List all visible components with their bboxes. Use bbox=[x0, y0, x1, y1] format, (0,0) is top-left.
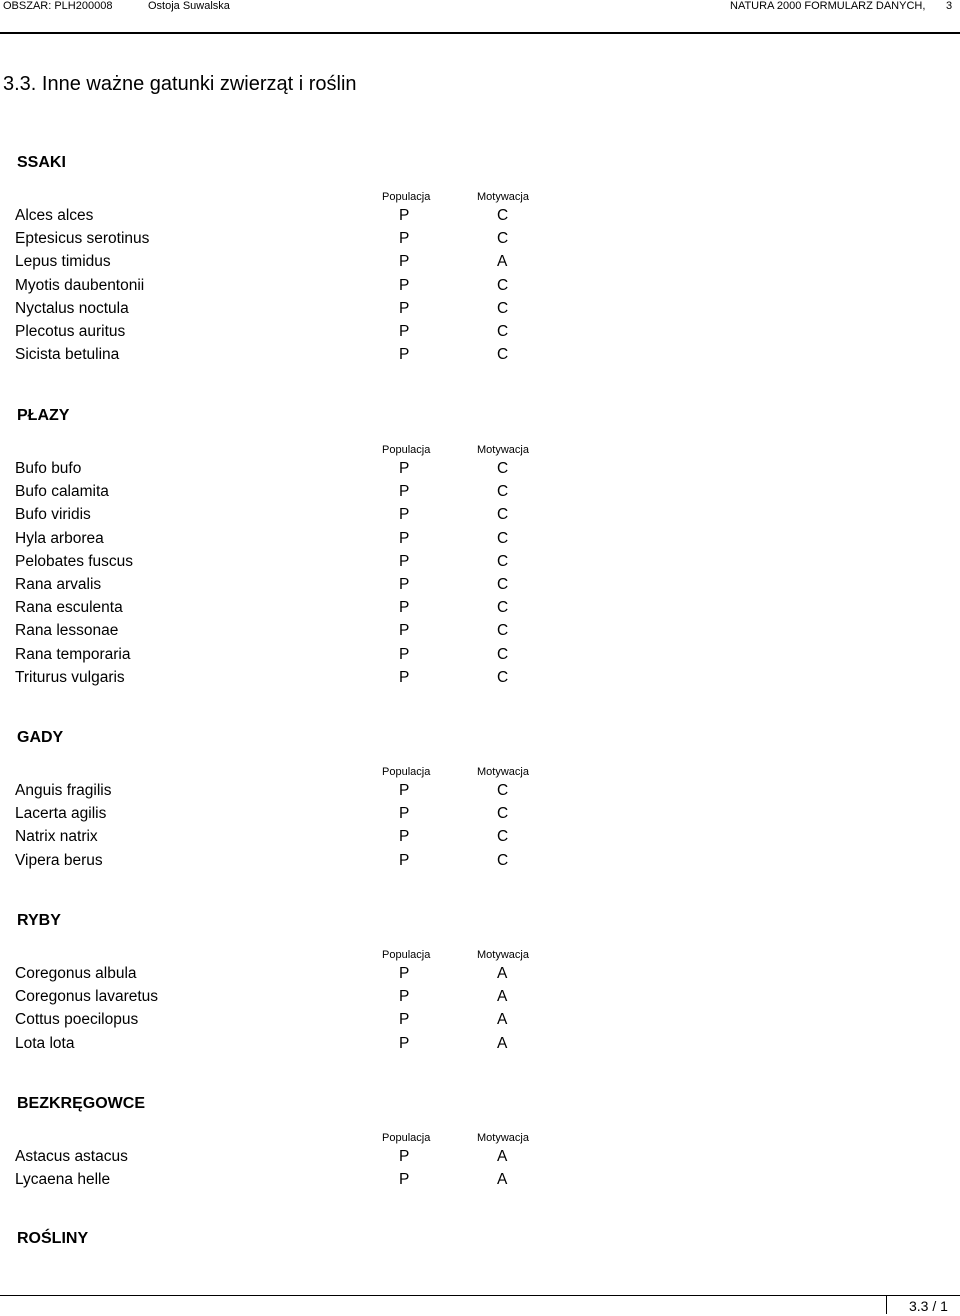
group-title: PŁAZY bbox=[17, 407, 70, 424]
column-header-motivation: Motywacja bbox=[477, 949, 529, 961]
population-value: P bbox=[399, 552, 410, 570]
column-header-population: Populacja bbox=[382, 766, 431, 778]
species-name: Pelobates fuscus bbox=[15, 552, 134, 570]
motivation-value: C bbox=[497, 346, 509, 364]
header-area-code: OBSZAR: PLH200008 bbox=[3, 0, 113, 12]
group-title: GADY bbox=[17, 729, 64, 746]
species-name: Lacerta agilis bbox=[15, 805, 107, 823]
species-row bbox=[0, 527, 960, 550]
population-value: P bbox=[399, 299, 410, 317]
species-row bbox=[0, 503, 960, 526]
motivation-value: C bbox=[497, 645, 509, 663]
species-name: Myotis daubentonii bbox=[15, 276, 145, 294]
motivation-value: A bbox=[497, 1148, 508, 1165]
population-value: P bbox=[399, 599, 410, 617]
population-value: P bbox=[399, 805, 410, 823]
motivation-value: A bbox=[497, 988, 508, 1006]
motivation-value: C bbox=[497, 575, 509, 593]
species-row bbox=[0, 779, 960, 802]
population-value: P bbox=[399, 529, 410, 547]
population-value: P bbox=[399, 230, 410, 248]
species-row bbox=[0, 1168, 960, 1191]
population-value: P bbox=[399, 207, 410, 224]
species-row bbox=[0, 849, 960, 872]
species-row bbox=[0, 825, 960, 848]
page-number: 3.3 / 1 bbox=[886, 1296, 960, 1314]
population-value: P bbox=[399, 1148, 410, 1165]
population-value: P bbox=[399, 483, 410, 501]
species-row bbox=[0, 250, 960, 273]
population-value: P bbox=[399, 851, 410, 869]
species-row bbox=[0, 1008, 960, 1031]
species-row bbox=[0, 204, 960, 227]
species-name: Rana arvalis bbox=[15, 575, 102, 593]
motivation-value: C bbox=[497, 276, 509, 294]
group-title: SSAKI bbox=[17, 154, 66, 171]
species-name: Lota lota bbox=[15, 1034, 75, 1052]
column-header-motivation: Motywacja bbox=[477, 191, 529, 203]
species-name: Bufo calamita bbox=[15, 483, 109, 501]
population-value: P bbox=[399, 965, 410, 982]
species-name: Astacus astacus bbox=[15, 1148, 128, 1165]
population-value: P bbox=[399, 988, 410, 1006]
species-name: Sicista betulina bbox=[15, 346, 120, 364]
motivation-value: C bbox=[497, 668, 509, 686]
species-name: Rana esculenta bbox=[15, 599, 123, 617]
species-row bbox=[0, 1032, 960, 1055]
species-name: Coregonus lavaretus bbox=[15, 988, 159, 1006]
species-row bbox=[0, 619, 960, 642]
column-header-population: Populacja bbox=[382, 444, 431, 456]
species-list bbox=[0, 962, 960, 1055]
group-title: RYBY bbox=[17, 912, 61, 929]
population-value: P bbox=[399, 276, 410, 294]
column-header-motivation: Motywacja bbox=[477, 766, 529, 778]
motivation-value: C bbox=[497, 805, 509, 823]
population-value: P bbox=[399, 645, 410, 663]
species-name: Lycaena helle bbox=[15, 1171, 111, 1189]
species-name: Vipera berus bbox=[15, 851, 103, 869]
motivation-value: C bbox=[497, 622, 509, 640]
motivation-value: A bbox=[497, 1034, 508, 1052]
motivation-value: C bbox=[497, 828, 509, 846]
species-name: Bufo bufo bbox=[15, 460, 82, 477]
species-row bbox=[0, 1145, 960, 1168]
population-value: P bbox=[399, 460, 410, 477]
species-row bbox=[0, 297, 960, 320]
column-header-motivation: Motywacja bbox=[477, 1132, 529, 1144]
species-name: Alces alces bbox=[15, 207, 94, 224]
species-name: Lepus timidus bbox=[15, 253, 111, 271]
species-name: Cottus poecilopus bbox=[15, 1011, 139, 1029]
species-list bbox=[0, 204, 960, 366]
motivation-value: C bbox=[497, 322, 509, 340]
column-header-motivation: Motywacja bbox=[477, 444, 529, 456]
motivation-value: A bbox=[497, 253, 508, 271]
species-name: Rana lessonae bbox=[15, 622, 119, 640]
population-value: P bbox=[399, 346, 410, 364]
species-name: Natrix natrix bbox=[15, 828, 98, 846]
population-value: P bbox=[399, 1171, 410, 1189]
column-header-population: Populacja bbox=[382, 1132, 431, 1144]
population-value: P bbox=[399, 506, 410, 524]
species-name: Eptesicus serotinus bbox=[15, 230, 150, 248]
species-name: Bufo viridis bbox=[15, 506, 91, 524]
species-row bbox=[0, 343, 960, 366]
motivation-value: C bbox=[497, 851, 509, 869]
species-row bbox=[0, 802, 960, 825]
population-value: P bbox=[399, 1034, 410, 1052]
population-value: P bbox=[399, 828, 410, 846]
species-row bbox=[0, 985, 960, 1008]
species-row bbox=[0, 227, 960, 250]
species-name: Hyla arborea bbox=[15, 529, 104, 547]
population-value: P bbox=[399, 322, 410, 340]
population-value: P bbox=[399, 668, 410, 686]
motivation-value: C bbox=[497, 230, 509, 248]
column-header-population: Populacja bbox=[382, 949, 431, 961]
species-row bbox=[0, 573, 960, 596]
motivation-value: C bbox=[497, 506, 509, 524]
group-title: ROŚLINY bbox=[17, 1230, 89, 1247]
species-row bbox=[0, 596, 960, 619]
species-row bbox=[0, 457, 960, 480]
motivation-value: C bbox=[497, 460, 509, 477]
motivation-value: C bbox=[497, 552, 509, 570]
population-value: P bbox=[399, 1011, 410, 1029]
species-row bbox=[0, 550, 960, 573]
species-name: Coregonus albula bbox=[15, 965, 137, 982]
species-row bbox=[0, 480, 960, 503]
species-name: Nyctalus noctula bbox=[15, 299, 129, 317]
motivation-value: C bbox=[497, 299, 509, 317]
header-section-number: 3 bbox=[946, 0, 953, 12]
header-form-name: NATURA 2000 FORMULARZ DANYCH, bbox=[730, 0, 926, 12]
group-title: BEZKRĘGOWCE bbox=[17, 1095, 145, 1112]
species-row bbox=[0, 666, 960, 689]
motivation-value: A bbox=[497, 1171, 508, 1189]
motivation-value: C bbox=[497, 529, 509, 547]
motivation-value: A bbox=[497, 965, 508, 982]
motivation-value: C bbox=[497, 483, 509, 501]
species-list bbox=[0, 1145, 960, 1191]
motivation-value: C bbox=[497, 207, 509, 224]
motivation-value: C bbox=[497, 599, 509, 617]
population-value: P bbox=[399, 622, 410, 640]
species-row bbox=[0, 643, 960, 666]
species-row bbox=[0, 274, 960, 297]
species-row bbox=[0, 962, 960, 985]
population-value: P bbox=[399, 575, 410, 593]
motivation-value: A bbox=[497, 1011, 508, 1029]
page-footer bbox=[0, 1295, 960, 1314]
species-list bbox=[0, 779, 960, 872]
column-header-population: Populacja bbox=[382, 191, 431, 203]
motivation-value: C bbox=[497, 782, 509, 799]
species-name: Rana temporaria bbox=[15, 645, 131, 663]
species-list bbox=[0, 457, 960, 689]
header-site-name: Ostoja Suwalska bbox=[148, 0, 230, 12]
section-title: 3.3. Inne ważne gatunki zwierząt i roślin bbox=[3, 73, 357, 95]
species-name: Triturus vulgaris bbox=[15, 668, 125, 686]
population-value: P bbox=[399, 253, 410, 271]
population-value: P bbox=[399, 782, 410, 799]
species-name: Plecotus auritus bbox=[15, 322, 126, 340]
page-header bbox=[0, 0, 960, 34]
species-name: Anguis fragilis bbox=[15, 782, 112, 799]
species-row bbox=[0, 320, 960, 343]
